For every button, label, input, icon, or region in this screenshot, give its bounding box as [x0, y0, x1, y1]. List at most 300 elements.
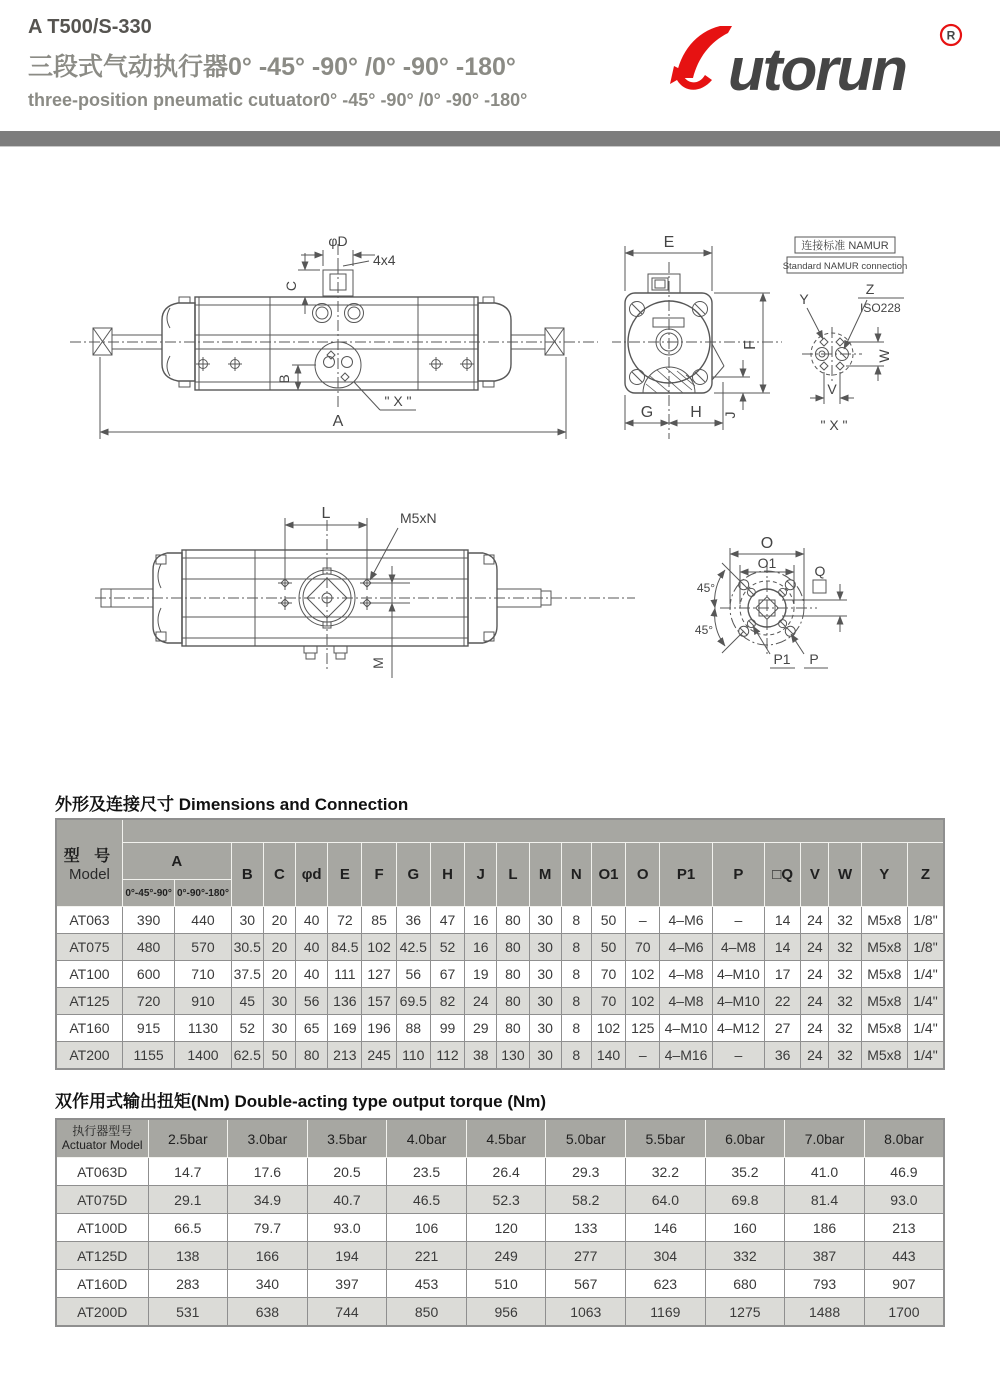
value-cell: 56 [396, 961, 430, 988]
dimensions-section-title: 外形及连接尺寸 Dimensions and Connection [55, 795, 409, 814]
value-cell: 30 [529, 934, 561, 961]
dim-column-header: N [561, 843, 591, 907]
flange-detail-drawing [692, 532, 882, 702]
value-cell: 850 [387, 1298, 467, 1327]
angle-45-top-label: 45° [696, 581, 716, 595]
value-cell: 19 [465, 961, 497, 988]
value-cell: 30.5 [231, 934, 263, 961]
dim-Q-label: Q [814, 563, 826, 579]
table-row [56, 1214, 944, 1242]
value-cell: 52 [231, 1015, 263, 1042]
value-cell: 440 [175, 907, 231, 934]
value-cell: 8 [561, 1042, 591, 1070]
x-detail-title: " X " [820, 417, 848, 433]
value-cell: 85 [362, 907, 396, 934]
value-cell: 146 [626, 1214, 706, 1242]
value-cell: 4–M10 [712, 961, 764, 988]
value-cell: 956 [466, 1298, 546, 1327]
value-cell: 30 [529, 988, 561, 1015]
value-cell: 70 [591, 988, 625, 1015]
model-cell: AT200D [56, 1298, 148, 1327]
value-cell: 140 [591, 1042, 625, 1070]
value-cell: 20 [263, 934, 295, 961]
value-cell: 82 [430, 988, 464, 1015]
model-cell: AT160D [56, 1270, 148, 1298]
value-cell: 40 [296, 907, 328, 934]
value-cell: 1063 [546, 1298, 626, 1327]
dim-column-header: J [465, 843, 497, 907]
value-cell: 36 [765, 1042, 801, 1070]
model-header-en: Model [69, 866, 110, 883]
value-cell: 70 [591, 961, 625, 988]
value-cell: 32 [829, 1015, 861, 1042]
ref-P-label: P [809, 651, 819, 667]
torque-table-body [56, 1158, 944, 1327]
dim-column-header: H [430, 843, 464, 907]
logo-text: utorun [728, 36, 906, 103]
dim-J-label: J [722, 411, 738, 419]
model-cell: AT100 [56, 961, 122, 988]
value-cell: M5x8 [861, 1015, 907, 1042]
dim-column-header: F [362, 843, 396, 907]
model-cell: AT063 [56, 907, 122, 934]
value-cell: 65 [296, 1015, 328, 1042]
value-cell: 50 [263, 1042, 295, 1070]
value-cell: M5x8 [861, 907, 907, 934]
value-cell: 4–M12 [712, 1015, 764, 1042]
value-cell: 30 [529, 1042, 561, 1070]
value-cell: 81.4 [785, 1186, 865, 1214]
value-cell: 249 [466, 1242, 546, 1270]
value-cell: 80 [497, 1015, 529, 1042]
value-cell: 46.9 [864, 1158, 944, 1186]
dim-column-header: O1 [591, 843, 625, 907]
dim-column-header: □Q [765, 843, 801, 907]
value-cell: 397 [307, 1270, 387, 1298]
value-cell: 680 [705, 1270, 785, 1298]
value-cell: 84.5 [328, 934, 362, 961]
value-cell: 283 [148, 1270, 228, 1298]
dimensions-table-body [56, 907, 944, 1070]
value-cell: 1/4" [907, 988, 944, 1015]
dim-W-label: W [876, 349, 892, 363]
ref-Z-label: Z [865, 281, 875, 297]
table-row [56, 1158, 944, 1186]
x-detail-ref-label: " X " [384, 393, 412, 409]
letters-row [56, 843, 944, 880]
model-cell: AT075D [56, 1186, 148, 1214]
value-cell: 570 [175, 934, 231, 961]
col-A-header: A [122, 843, 231, 880]
dim-A-label: A [332, 413, 344, 430]
dim-column-header: P1 [660, 843, 712, 907]
dimensions-table [55, 818, 945, 1070]
value-cell: 8 [561, 988, 591, 1015]
value-cell: 387 [785, 1242, 865, 1270]
value-cell: 30 [529, 907, 561, 934]
value-cell: – [712, 907, 764, 934]
value-cell: 16 [465, 907, 497, 934]
value-cell: 41.0 [785, 1158, 865, 1186]
value-cell: 1155 [122, 1042, 174, 1070]
model-cell: AT125 [56, 988, 122, 1015]
value-cell: 80 [497, 934, 529, 961]
table-row [56, 907, 944, 934]
value-cell: 38 [465, 1042, 497, 1070]
value-cell: 160 [705, 1214, 785, 1242]
value-cell: 20.5 [307, 1158, 387, 1186]
bar-column-header: 5.5bar [626, 1119, 706, 1158]
bar-column-header: 6.0bar [705, 1119, 785, 1158]
value-cell: 1169 [626, 1298, 706, 1327]
value-cell: 24 [801, 961, 829, 988]
model-cell: AT160 [56, 1015, 122, 1042]
value-cell: 80 [296, 1042, 328, 1070]
value-cell: 194 [307, 1242, 387, 1270]
front-view-drawing [58, 208, 603, 468]
bar-column-header: 4.0bar [387, 1119, 467, 1158]
dim-column-header: Z [907, 843, 944, 907]
dim-column-header: L [497, 843, 529, 907]
value-cell: 111 [328, 961, 362, 988]
value-cell: 42.5 [396, 934, 430, 961]
value-cell: 443 [864, 1242, 944, 1270]
value-cell: 1/4" [907, 1015, 944, 1042]
torque-header-row [56, 1119, 944, 1158]
value-cell: 138 [148, 1242, 228, 1270]
value-cell: 80 [497, 907, 529, 934]
value-cell: 910 [175, 988, 231, 1015]
value-cell: 567 [546, 1270, 626, 1298]
col-A2-subheader: 0°-90°-180° [175, 880, 231, 907]
table-row [56, 1270, 944, 1298]
model-cell: AT100D [56, 1214, 148, 1242]
value-cell: 69.5 [396, 988, 430, 1015]
namur-title-cn: 连接标准 NAMUR [801, 240, 889, 252]
value-cell: 480 [122, 934, 174, 961]
value-cell: 32 [829, 961, 861, 988]
bar-column-header: 4.5bar [466, 1119, 546, 1158]
bar-column-header: 2.5bar [148, 1119, 228, 1158]
value-cell: 8 [561, 961, 591, 988]
value-cell: 24 [801, 1042, 829, 1070]
value-cell: 46.5 [387, 1186, 467, 1214]
value-cell: 72 [328, 907, 362, 934]
model-column-header [56, 819, 122, 907]
value-cell: 79.7 [228, 1214, 308, 1242]
dim-V-label: V [827, 381, 837, 397]
model-cell: AT200 [56, 1042, 122, 1070]
m5xn-label: M5xN [400, 510, 437, 526]
model-cell: AT063D [56, 1158, 148, 1186]
value-cell: 1/4" [907, 1042, 944, 1070]
value-cell: 30 [263, 1015, 295, 1042]
table-row [56, 1298, 944, 1327]
value-cell: M5x8 [861, 934, 907, 961]
value-cell: 30 [529, 961, 561, 988]
value-cell: 30 [529, 1015, 561, 1042]
value-cell: 29.3 [546, 1158, 626, 1186]
value-cell: 50 [591, 907, 625, 934]
value-cell: 1/4" [907, 961, 944, 988]
model-header-cn: 型 号 [63, 848, 116, 865]
value-cell: 907 [864, 1270, 944, 1298]
dim-L-label: L [321, 505, 331, 522]
dim-E-label: E [663, 234, 675, 251]
value-cell: 102 [362, 934, 396, 961]
value-cell: 66.5 [148, 1214, 228, 1242]
torque-table [55, 1118, 945, 1327]
value-cell: 16 [465, 934, 497, 961]
value-cell: 40 [296, 961, 328, 988]
value-cell: 1/8" [907, 907, 944, 934]
value-cell: 14 [765, 907, 801, 934]
value-cell: 169 [328, 1015, 362, 1042]
model-cell: AT075 [56, 934, 122, 961]
dim-column-header: φd [296, 843, 328, 907]
dim-column-header: C [263, 843, 295, 907]
value-cell: 62.5 [231, 1042, 263, 1070]
dim-4x4-label: 4x4 [373, 252, 396, 268]
value-cell: 130 [497, 1042, 529, 1070]
value-cell: 136 [328, 988, 362, 1015]
value-cell: 4–M8 [660, 988, 712, 1015]
autorun-logo [668, 20, 968, 106]
value-cell: 30 [231, 907, 263, 934]
value-cell: 4–M6 [660, 907, 712, 934]
value-cell: 40 [296, 934, 328, 961]
value-cell: 720 [122, 988, 174, 1015]
value-cell: 88 [396, 1015, 430, 1042]
dim-column-header: W [829, 843, 861, 907]
value-cell: 58.2 [546, 1186, 626, 1214]
table-row [56, 1242, 944, 1270]
value-cell: 17 [765, 961, 801, 988]
value-cell: 22 [765, 988, 801, 1015]
value-cell: 32 [829, 934, 861, 961]
value-cell: 277 [546, 1242, 626, 1270]
value-cell: 4–M6 [660, 934, 712, 961]
product-model-line: A T500/S-330 [28, 16, 152, 38]
dim-column-header: B [231, 843, 263, 907]
model-cell: AT125D [56, 1242, 148, 1270]
torque-section-title: 双作用式输出扭矩(Nm) Double-acting type output torque (Nm) [55, 1092, 547, 1111]
value-cell: 915 [122, 1015, 174, 1042]
bar-column-header: 5.0bar [546, 1119, 626, 1158]
ref-P1-label: P1 [773, 651, 791, 667]
bar-column-header: 7.0bar [785, 1119, 865, 1158]
value-cell: 50 [591, 934, 625, 961]
table-row [56, 934, 944, 961]
actuator-model-header-en: Actuator Model [61, 1137, 143, 1152]
dim-M-label: M [370, 657, 386, 669]
value-cell: 531 [148, 1298, 228, 1327]
angle-45-bottom-label: 45° [694, 623, 714, 637]
value-cell: 24 [801, 934, 829, 961]
header-strip-row [56, 819, 944, 843]
value-cell: 510 [466, 1270, 546, 1298]
value-cell: 56 [296, 988, 328, 1015]
dim-column-header: V [801, 843, 829, 907]
dim-column-header: Y [861, 843, 907, 907]
value-cell: 35.2 [705, 1158, 785, 1186]
value-cell: 110 [396, 1042, 430, 1070]
bar-column-header: 3.5bar [307, 1119, 387, 1158]
value-cell: 80 [497, 988, 529, 1015]
value-cell: 37.5 [231, 961, 263, 988]
value-cell: 80 [497, 961, 529, 988]
value-cell: 64.0 [626, 1186, 706, 1214]
value-cell: 120 [466, 1214, 546, 1242]
value-cell: 8 [561, 934, 591, 961]
value-cell: 24 [801, 907, 829, 934]
namur-title-en: Standard NAMUR connection [782, 261, 908, 272]
value-cell: 4–M16 [660, 1042, 712, 1070]
ref-Y-label: Y [799, 291, 809, 307]
value-cell: 304 [626, 1242, 706, 1270]
value-cell: 24 [465, 988, 497, 1015]
value-cell: 221 [387, 1242, 467, 1270]
value-cell: 390 [122, 907, 174, 934]
dim-G-label: G [640, 404, 654, 421]
value-cell: 340 [228, 1270, 308, 1298]
value-cell: 32 [829, 907, 861, 934]
value-cell: M5x8 [861, 988, 907, 1015]
value-cell: 23.5 [387, 1158, 467, 1186]
table-row [56, 988, 944, 1015]
dim-O1-label: O1 [757, 555, 777, 571]
value-cell: 93.0 [864, 1186, 944, 1214]
value-cell: 70 [626, 934, 660, 961]
dim-B-label: B [276, 374, 292, 384]
value-cell: 40.7 [307, 1186, 387, 1214]
value-cell: 1488 [785, 1298, 865, 1327]
value-cell: 20 [263, 961, 295, 988]
value-cell: 1275 [705, 1298, 785, 1327]
dim-column-header: O [626, 843, 660, 907]
value-cell: 14 [765, 934, 801, 961]
value-cell: 638 [228, 1298, 308, 1327]
value-cell: 20 [263, 907, 295, 934]
side-view-drawing [612, 232, 787, 447]
value-cell: 29 [465, 1015, 497, 1042]
mount-holes [196, 357, 474, 371]
registered-mark: R [946, 28, 956, 43]
value-cell: 127 [362, 961, 396, 988]
value-cell: 112 [430, 1042, 464, 1070]
value-cell: 36 [396, 907, 430, 934]
value-cell: 4–M8 [660, 961, 712, 988]
value-cell: 30 [263, 988, 295, 1015]
value-cell: 623 [626, 1270, 706, 1298]
value-cell: 157 [362, 988, 396, 1015]
dim-C-label: C [283, 280, 299, 292]
value-cell: – [626, 1042, 660, 1070]
value-cell: 196 [362, 1015, 396, 1042]
value-cell: 93.0 [307, 1214, 387, 1242]
value-cell: 4–M10 [660, 1015, 712, 1042]
value-cell: 26.4 [466, 1158, 546, 1186]
value-cell: 67 [430, 961, 464, 988]
value-cell: 106 [387, 1214, 467, 1242]
bottom-view-drawing [95, 498, 640, 698]
value-cell: M5x8 [861, 1042, 907, 1070]
value-cell: 34.9 [228, 1186, 308, 1214]
value-cell: 24 [801, 1015, 829, 1042]
bar-column-header: 8.0bar [864, 1119, 944, 1158]
value-cell: M5x8 [861, 961, 907, 988]
header-strip [122, 819, 944, 843]
dim-H-label: H [690, 404, 702, 421]
value-cell: 14.7 [148, 1158, 228, 1186]
logo-a-fin [676, 26, 732, 78]
value-cell: 52 [430, 934, 464, 961]
namur-detail-drawing [782, 232, 982, 447]
value-cell: – [712, 1042, 764, 1070]
value-cell: 52.3 [466, 1186, 546, 1214]
value-cell: 213 [328, 1042, 362, 1070]
value-cell: 245 [362, 1042, 396, 1070]
value-cell: 32 [829, 988, 861, 1015]
dim-column-header: E [328, 843, 362, 907]
actuator-model-header [56, 1119, 148, 1158]
value-cell: 1700 [864, 1298, 944, 1327]
page-title-english: three-position pneumatic cutuator0° -45° -90° /0° -90° -180° [28, 90, 528, 110]
value-cell: 102 [626, 988, 660, 1015]
value-cell: 99 [430, 1015, 464, 1042]
value-cell: 166 [228, 1242, 308, 1270]
value-cell: 125 [626, 1015, 660, 1042]
value-cell: 102 [591, 1015, 625, 1042]
dim-column-header: P [712, 843, 764, 907]
dim-O-label: O [760, 535, 774, 552]
value-cell: – [626, 907, 660, 934]
value-cell: 32.2 [626, 1158, 706, 1186]
value-cell: 1400 [175, 1042, 231, 1070]
iso228-label: ISO228 [860, 301, 901, 315]
value-cell: 1130 [175, 1015, 231, 1042]
value-cell: 213 [864, 1214, 944, 1242]
value-cell: 8 [561, 1015, 591, 1042]
value-cell: 793 [785, 1270, 865, 1298]
value-cell: 332 [705, 1242, 785, 1270]
value-cell: 47 [430, 907, 464, 934]
table-row [56, 1015, 944, 1042]
dim-column-header: M [529, 843, 561, 907]
table-row [56, 1042, 944, 1070]
table-row [56, 1186, 944, 1214]
page-title-chinese: 三段式气动执行器0° -45° -90° /0° -90° -180° [28, 53, 516, 81]
value-cell: 710 [175, 961, 231, 988]
value-cell: 24 [801, 988, 829, 1015]
col-A1-subheader: 0°-45°-90° [122, 880, 174, 907]
value-cell: 4–M10 [712, 988, 764, 1015]
value-cell: 8 [561, 907, 591, 934]
value-cell: 744 [307, 1298, 387, 1327]
value-cell: 69.8 [705, 1186, 785, 1214]
actuator-model-header-cn: 执行器型号 [72, 1124, 133, 1139]
dim-column-header: G [396, 843, 430, 907]
value-cell: 133 [546, 1214, 626, 1242]
bar-column-header: 3.0bar [228, 1119, 308, 1158]
value-cell: 1/8" [907, 934, 944, 961]
value-cell: 186 [785, 1214, 865, 1242]
value-cell: 29.1 [148, 1186, 228, 1214]
value-cell: 27 [765, 1015, 801, 1042]
header-divider-bar [0, 131, 1000, 147]
table-row [56, 961, 944, 988]
value-cell: 17.6 [228, 1158, 308, 1186]
